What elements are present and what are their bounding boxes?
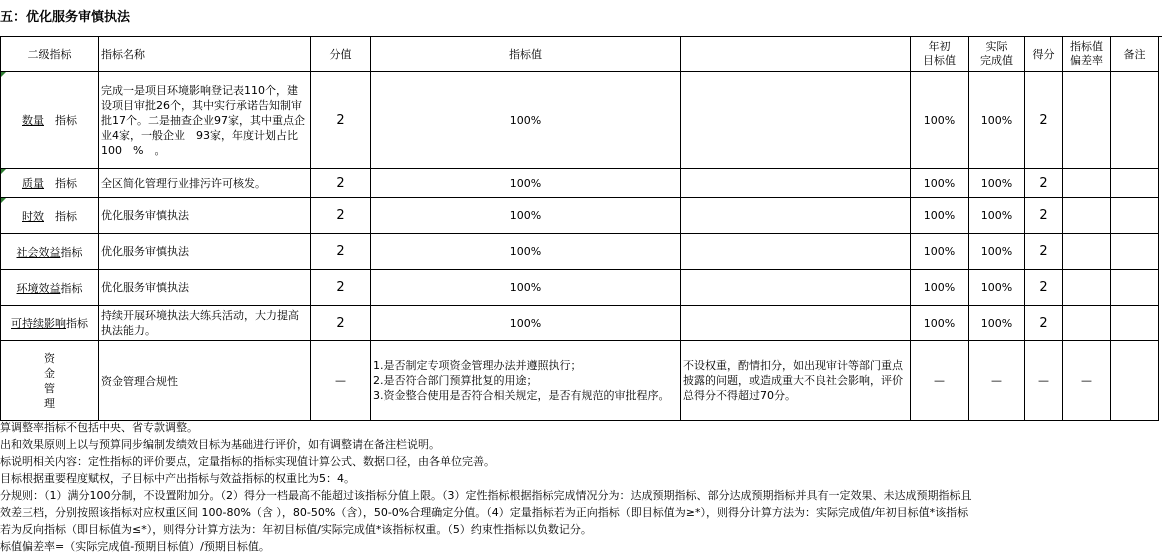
score-cell: 2 bbox=[311, 234, 371, 270]
criteria-cell bbox=[681, 169, 911, 198]
level2-type: 数量 bbox=[22, 114, 44, 127]
criteria-cell bbox=[681, 306, 911, 341]
level2-suffix: 指标 bbox=[66, 317, 88, 330]
note-line: 分规则：（1）满分100分制，不设置附加分。（2）得分一档最高不能超过该指标分值上限。（3）定性指标根据指标完成情况分为：达成预期指标、部分达成预期指标并具有一定效果、未达成预期指标且 bbox=[0, 489, 972, 502]
level2-cell bbox=[1, 72, 99, 169]
value-cell: 100% bbox=[371, 306, 681, 341]
remark-cell bbox=[1111, 270, 1159, 306]
deviation-cell bbox=[1063, 306, 1111, 341]
remark-cell bbox=[1111, 72, 1159, 169]
indicator-name: 优化服务审慎执法 bbox=[99, 198, 311, 234]
header-level2: 二级指标 bbox=[1, 37, 99, 72]
indicator-name: 完成一是项目环境影响登记表110个，建设项目审批26个，其中实行承诺告知制审批17个。二是抽查企业97家，其中重点企业4家，一般企业 93家，年度计划占比 100 % 。 bbox=[99, 72, 311, 169]
actual-cell: — bbox=[969, 341, 1025, 421]
level2-cell bbox=[1, 198, 99, 234]
level2-type: 时效 bbox=[22, 209, 44, 223]
level2-suffix: 指标 bbox=[60, 245, 83, 259]
remark-cell bbox=[1111, 234, 1159, 270]
level2-suffix: 指标 bbox=[60, 281, 83, 295]
level2-suffix: 指标 bbox=[55, 114, 77, 127]
value-cell: 100% bbox=[371, 198, 681, 234]
get-score-cell: 2 bbox=[1025, 169, 1063, 198]
level2-fund-char: 金 bbox=[44, 366, 55, 380]
header-deviation bbox=[1063, 37, 1111, 72]
deviation-cell bbox=[1063, 198, 1111, 234]
remark-cell bbox=[1111, 198, 1159, 234]
header-criteria bbox=[681, 37, 911, 72]
indicator-name: 持续开展环境执法大练兵活动，大力提高执法能力。 bbox=[99, 306, 311, 341]
level2-cell bbox=[1, 306, 99, 341]
value-cell: 100% bbox=[371, 234, 681, 270]
actual-cell: 100% bbox=[969, 72, 1025, 169]
initial-cell: 100% bbox=[911, 72, 969, 169]
level2-type: 质量 bbox=[22, 177, 44, 190]
note-line: 出和效果原则上以与预算同步编制发绩效目标为基础进行评价，如有调整请在备注栏说明。 bbox=[0, 438, 440, 451]
value-line: 2.是否符合部门预算批复的用途； bbox=[373, 374, 538, 387]
note-line: 标值偏差率=（实际完成值-预期目标值）/预期目标值。 bbox=[0, 540, 270, 553]
criteria-cell bbox=[681, 198, 911, 234]
level2-fund-char: 理 bbox=[44, 396, 55, 410]
indicator-name: 优化服务审慎执法 bbox=[99, 234, 311, 270]
score-cell: 2 bbox=[311, 306, 371, 341]
page-title: 五：优化服务审慎执法 bbox=[0, 0, 1162, 37]
remark-cell bbox=[1111, 169, 1159, 198]
value-line: 1.是否制定专项资金管理办法并遵照执行； bbox=[373, 359, 582, 372]
initial-cell: 100% bbox=[911, 198, 969, 234]
note-line: 算调整率指标不包括中央、省专款调整。 bbox=[0, 421, 198, 434]
table-row bbox=[1, 198, 1159, 234]
level2-cell bbox=[1, 234, 99, 270]
note-line: 效差三档，分别按照该指标对应权重区间 100-80%（含 ），80-50%（含），50-0%合理确定分值。（4）定量指标若为正向指标（即目标值为≥*），则得分计算方法为：实际完成值/年初目标值*该指标 bbox=[0, 506, 969, 519]
get-score-cell: 2 bbox=[1025, 306, 1063, 341]
header-actual bbox=[969, 37, 1025, 72]
comment-marker-icon bbox=[1, 198, 6, 203]
criteria-cell bbox=[681, 270, 911, 306]
initial-cell: 100% bbox=[911, 270, 969, 306]
header-initial bbox=[911, 37, 969, 72]
remark-cell bbox=[1111, 306, 1159, 341]
initial-cell: — bbox=[911, 341, 969, 421]
level2-cell bbox=[1, 169, 99, 198]
actual-cell: 100% bbox=[969, 270, 1025, 306]
actual-cell: 100% bbox=[969, 198, 1025, 234]
level2-cell bbox=[1, 270, 99, 306]
indicator-name: 全区简化管理行业排污许可核发。 bbox=[99, 169, 311, 198]
table-row bbox=[1, 270, 1159, 306]
get-score-cell: 2 bbox=[1025, 234, 1063, 270]
value-line: 3.资金整合使用是否符合相关规定，是否有规范的审批程序。 bbox=[373, 389, 670, 402]
note-line: 标说明相关内容：定性指标的评价要点，定量指标的指标实现值计算公式、数据口径，由各单位完善。 bbox=[0, 455, 495, 468]
header-remark: 备注 bbox=[1111, 37, 1159, 72]
value-cell bbox=[371, 341, 681, 421]
level2-suffix: 指标 bbox=[55, 209, 77, 223]
notes bbox=[0, 419, 1162, 555]
header-actual-line2: 完成值 bbox=[980, 54, 1013, 67]
initial-cell: 100% bbox=[911, 234, 969, 270]
level2-fund-char: 管 bbox=[44, 381, 55, 395]
criteria-cell bbox=[681, 234, 911, 270]
level2-suffix: 指标 bbox=[55, 177, 77, 190]
level2-type: 可持续影响 bbox=[11, 317, 66, 330]
criteria-cell: 不设权重，酌情扣分，如出现审计等部门重点披露的问题，或造成重大不良社会影响，评价总得分不得超过70分。 bbox=[681, 341, 911, 421]
note-line: 目标根据重要程度赋权，子目标中产出指标与效益指标的权重比为5：4。 bbox=[0, 472, 355, 485]
actual-cell: 100% bbox=[969, 306, 1025, 341]
initial-cell: 100% bbox=[911, 169, 969, 198]
level2-fund-char: 资 bbox=[44, 351, 55, 365]
get-score-cell: — bbox=[1025, 341, 1063, 421]
table-row bbox=[1, 234, 1159, 270]
score-cell: 2 bbox=[311, 72, 371, 169]
deviation-cell bbox=[1063, 234, 1111, 270]
deviation-cell bbox=[1063, 270, 1111, 306]
level2-type: 环境效益 bbox=[16, 281, 61, 295]
get-score-cell: 2 bbox=[1025, 198, 1063, 234]
get-score-cell: 2 bbox=[1025, 72, 1063, 169]
comment-marker-icon bbox=[1, 169, 6, 174]
header-score: 分值 bbox=[311, 37, 371, 72]
value-cell: 100% bbox=[371, 72, 681, 169]
header-deviation-line1: 指标值 bbox=[1070, 40, 1103, 53]
header-deviation-line2: 偏差率 bbox=[1070, 54, 1103, 67]
table-row bbox=[1, 72, 1159, 169]
criteria-cell bbox=[681, 72, 911, 169]
table-row bbox=[1, 169, 1159, 198]
actual-cell: 100% bbox=[969, 234, 1025, 270]
header-initial-line1: 年初 bbox=[928, 40, 951, 53]
header-initial-line2: 目标值 bbox=[923, 54, 956, 67]
indicator-name: 资金管理合规性 bbox=[99, 341, 311, 421]
header-actual-line1: 实际 bbox=[985, 40, 1008, 53]
indicator-table bbox=[0, 36, 1159, 421]
actual-cell: 100% bbox=[969, 169, 1025, 198]
indicator-name: 优化服务审慎执法 bbox=[99, 270, 311, 306]
table-row bbox=[1, 306, 1159, 341]
score-cell: 2 bbox=[311, 198, 371, 234]
value-cell: 100% bbox=[371, 169, 681, 198]
header-name: 指标名称 bbox=[99, 37, 311, 72]
deviation-cell bbox=[1063, 169, 1111, 198]
header-value: 指标值 bbox=[371, 37, 681, 72]
comment-marker-icon bbox=[1, 72, 6, 77]
score-cell: 2 bbox=[311, 169, 371, 198]
initial-cell: 100% bbox=[911, 306, 969, 341]
header-row bbox=[1, 37, 1159, 72]
level2-fund-cell bbox=[1, 341, 99, 421]
score-cell: 2 bbox=[311, 270, 371, 306]
deviation-cell: — bbox=[1063, 341, 1111, 421]
get-score-cell: 2 bbox=[1025, 270, 1063, 306]
note-line: 若为反向指标（即目标值为≤*），则得分计算方法为：年初目标值/实际完成值*该指标权重。（5）约束性指标以负数记分。 bbox=[0, 523, 592, 536]
level2-type: 社会效益 bbox=[16, 245, 61, 259]
deviation-cell bbox=[1063, 72, 1111, 169]
header-get-score: 得分 bbox=[1025, 37, 1063, 72]
remark-cell bbox=[1111, 341, 1159, 421]
value-cell: 100% bbox=[371, 270, 681, 306]
score-cell: — bbox=[311, 341, 371, 421]
fund-row bbox=[1, 341, 1159, 421]
